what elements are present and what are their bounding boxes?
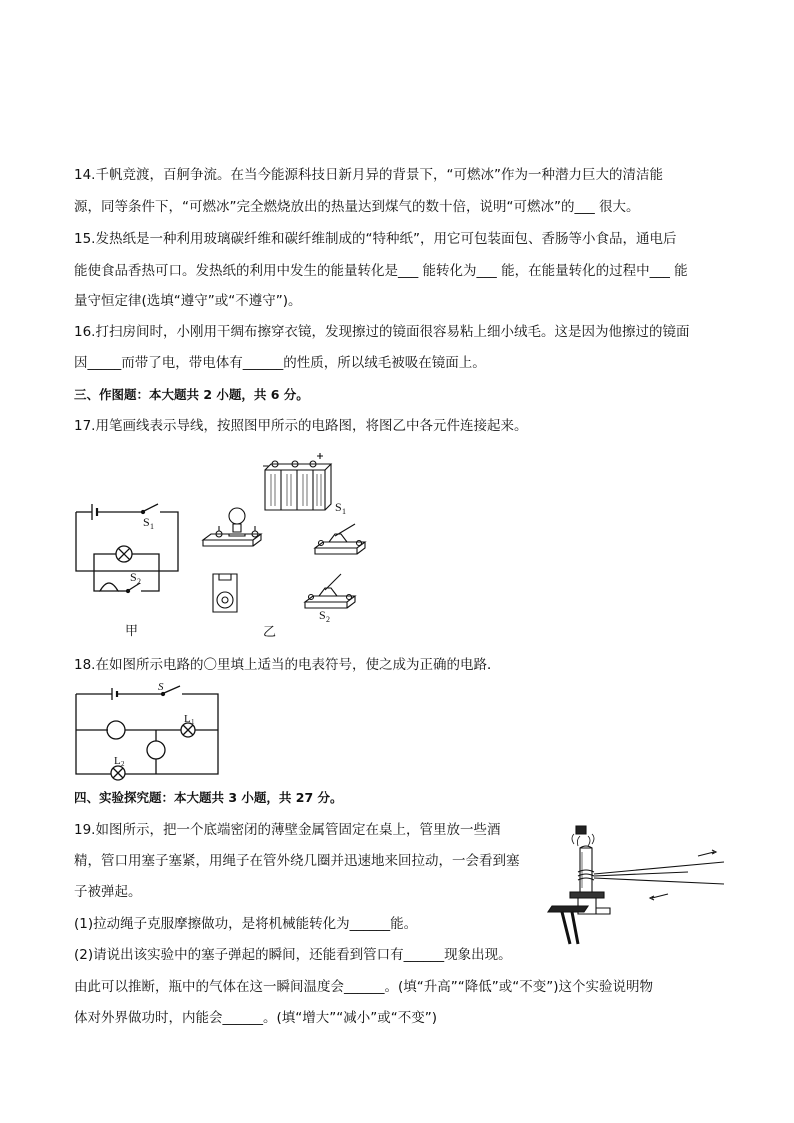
q14-line-1: 14.千帆竞渡，百舸争流。在当今能源科技日新月异的背景下，“可燃冰”作为一种潜力巨大的清洁能	[74, 167, 663, 183]
q19-friction-apparatus-illustration	[548, 822, 726, 944]
q19-line-6: 由此可以推断，瓶中的气体在这一瞬间温度会______。(填“升高”“降低”或“不变”)这个实验说明物	[74, 979, 653, 995]
q17-yi-s1-label: S	[335, 500, 342, 514]
q19-line-1: 19.如图所示，把一个底端密闭的薄壁金属管固定在桌上，管里放一些酒	[74, 822, 501, 838]
q18-circuit-diagram	[70, 680, 220, 780]
q19-line-2: 精，管口用塞子塞紧，用绳子在管外绕几圈并迅速地来回拉动，一会看到塞	[74, 853, 520, 869]
section-4-title: 四、实验探究题：本大题共 3 小题，共 27 分。	[74, 790, 343, 805]
section-3-title: 三、作图题：本大题共 2 小题，共 6 分。	[74, 387, 309, 402]
q17-s1-label: S	[143, 515, 150, 529]
q17-yi-label: 乙	[263, 624, 277, 639]
q17-s1-sub: 1	[150, 522, 154, 531]
q17-s2-label: S	[130, 570, 137, 584]
q15-line-3: 量守恒定律(选填“遵守”或“不遵守”)。	[74, 293, 302, 309]
q16-line-1: 16.打扫房间时，小刚用干绸布擦穿衣镜，发现擦过的镜面很容易粘上细小绒毛。这是因为他擦过的镜面	[74, 324, 690, 340]
q18-s-label: S	[158, 681, 164, 693]
q18-l2-sub: 2	[121, 760, 125, 768]
q19-line-4: (1)拉动绳子克服摩擦做功，是将机械能转化为______能。	[74, 916, 418, 932]
q18-l1-label: L	[184, 713, 191, 725]
q17-circuit-diagram-jia	[70, 495, 190, 640]
q14-line-2: 源，同等条件下，“可燃冰”完全燃烧放出的热量达到煤气的数十倍，说明“可燃冰”的___ 很大。	[74, 199, 640, 215]
q19-line-5: (2)请说出该实验中的塞子弹起的瞬间，还能看到管口有______现象出现。	[74, 947, 512, 963]
q18-l2-label: L	[114, 755, 121, 767]
q17-question: 17.用笔画线表示导线，按照图甲所示的电路图，将图乙中各元件连接起来。	[74, 418, 528, 434]
q17-yi-s2-sub: 2	[326, 615, 330, 624]
q15-line-1: 15.发热纸是一种利用玻璃碳纤维和碳纤维制成的“特种纸”，用它可包装面包、香肠等小食品，通电后	[74, 231, 677, 247]
q18-question: 18.在如图所示电路的〇里填上适当的电表符号，使之成为正确的电路．	[74, 657, 501, 673]
q17-yi-s1-sub: 1	[342, 507, 346, 516]
q17-yi-s2-label: S	[319, 608, 326, 622]
q18-l1-sub: 1	[191, 718, 195, 726]
q19-line-3: 子被弹起。	[74, 884, 142, 900]
q16-line-2: 因_____而带了电，带电体有______的性质，所以绒毛被吸在镜面上。	[74, 355, 486, 371]
q15-line-2: 能使食品香热可口。发热纸的利用中发生的能量转化是___ 能转化为___ 能，在能量转化的过程中___ 能	[74, 263, 688, 279]
q17-s2-sub: 2	[137, 577, 141, 586]
q19-line-7: 体对外界做功时，内能会______。(填“增大”“减小”或“不变”)	[74, 1010, 437, 1026]
q17-components-yi	[195, 450, 365, 642]
q17-jia-label: 甲	[125, 623, 139, 638]
